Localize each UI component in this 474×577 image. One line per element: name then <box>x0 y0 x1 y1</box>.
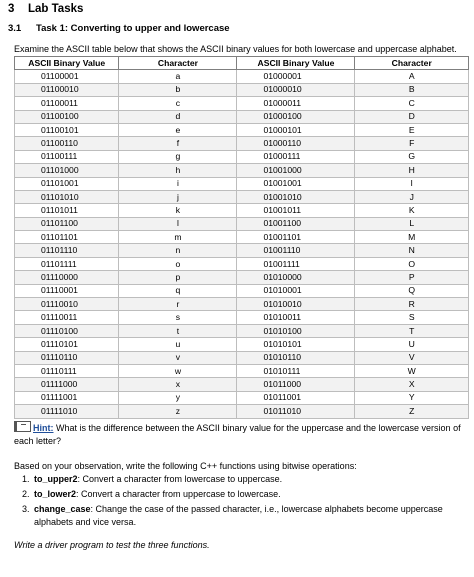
lower-char-cell: y <box>119 391 237 404</box>
table-row <box>15 324 469 337</box>
hint-text: What is the difference between the ASCII binary value for the uppercase and the lowercase version of each letter? <box>14 423 461 446</box>
upper-char-cell: O <box>355 257 469 270</box>
header-upper-binary: ASCII Binary Value <box>237 57 355 70</box>
upper-char-cell: S <box>355 311 469 324</box>
upper-binary-cell: 01010011 <box>237 311 355 324</box>
lower-binary-cell: 01101101 <box>15 231 119 244</box>
table-row <box>15 244 469 257</box>
upper-char-cell: C <box>355 97 469 110</box>
table-header-row <box>15 57 469 70</box>
lower-char-cell: d <box>119 110 237 123</box>
pointing-hand-icon <box>14 421 31 432</box>
section-heading <box>8 3 83 15</box>
table-row <box>15 284 469 297</box>
lower-binary-cell: 01110101 <box>15 338 119 351</box>
lower-binary-cell: 01111001 <box>15 391 119 404</box>
table-row <box>15 110 469 123</box>
lower-char-cell: s <box>119 311 237 324</box>
upper-binary-cell: 01010000 <box>237 271 355 284</box>
table-row <box>15 217 469 230</box>
upper-char-cell: A <box>355 70 469 83</box>
upper-char-cell: Y <box>355 391 469 404</box>
ascii-table-body <box>15 70 469 418</box>
table-row <box>15 338 469 351</box>
upper-binary-cell: 01000011 <box>237 97 355 110</box>
lower-char-cell: x <box>119 378 237 391</box>
upper-binary-cell: 01001101 <box>237 231 355 244</box>
table-row <box>15 364 469 377</box>
upper-char-cell: E <box>355 123 469 136</box>
lower-char-cell: t <box>119 324 237 337</box>
lower-char-cell: z <box>119 405 237 418</box>
lower-binary-cell: 01110001 <box>15 284 119 297</box>
upper-binary-cell: 01010110 <box>237 351 355 364</box>
upper-char-cell: W <box>355 364 469 377</box>
header-lower-binary: ASCII Binary Value <box>15 57 119 70</box>
table-row <box>15 231 469 244</box>
function-desc: : Change the case of the passed character, i.e., lowercase alphabets become uppercase alphabets and vice versa. <box>34 504 443 527</box>
hint-label: Hint: <box>33 423 54 433</box>
lower-char-cell: h <box>119 164 237 177</box>
upper-char-cell: H <box>355 164 469 177</box>
upper-binary-cell: 01001011 <box>237 204 355 217</box>
lower-binary-cell: 01100111 <box>15 150 119 163</box>
lower-char-cell: w <box>119 364 237 377</box>
table-row <box>15 97 469 110</box>
upper-binary-cell: 01001010 <box>237 190 355 203</box>
upper-char-cell: B <box>355 83 469 96</box>
upper-binary-cell: 01001100 <box>237 217 355 230</box>
upper-char-cell: G <box>355 150 469 163</box>
function-desc: : Convert a character from uppercase to lowercase. <box>76 489 281 499</box>
header-upper-char: Character <box>355 57 469 70</box>
upper-binary-cell: 01000101 <box>237 123 355 136</box>
upper-binary-cell: 01010001 <box>237 284 355 297</box>
lower-char-cell: q <box>119 284 237 297</box>
upper-char-cell: V <box>355 351 469 364</box>
lower-binary-cell: 01101100 <box>15 217 119 230</box>
upper-char-cell: I <box>355 177 469 190</box>
lower-char-cell: j <box>119 190 237 203</box>
lower-char-cell: u <box>119 338 237 351</box>
upper-char-cell: M <box>355 231 469 244</box>
table-row <box>15 190 469 203</box>
table-row <box>15 204 469 217</box>
lower-binary-cell: 01100010 <box>15 83 119 96</box>
lower-binary-cell: 01111010 <box>15 405 119 418</box>
lower-binary-cell: 01110100 <box>15 324 119 337</box>
upper-binary-cell: 01011010 <box>237 405 355 418</box>
table-row <box>15 257 469 270</box>
upper-char-cell: N <box>355 244 469 257</box>
table-row <box>15 378 469 391</box>
table-row <box>15 405 469 418</box>
table-row <box>15 271 469 284</box>
upper-char-cell: F <box>355 137 469 150</box>
subsection-title: Task 1: Converting to upper and lowercase <box>36 23 230 34</box>
lower-char-cell: e <box>119 123 237 136</box>
function-name: to_upper2 <box>34 474 78 484</box>
lower-char-cell: c <box>119 97 237 110</box>
table-row <box>15 351 469 364</box>
lower-binary-cell: 01110011 <box>15 311 119 324</box>
lower-char-cell: o <box>119 257 237 270</box>
function-list <box>14 473 474 531</box>
lower-binary-cell: 01100110 <box>15 137 119 150</box>
lower-char-cell: v <box>119 351 237 364</box>
list-item <box>32 503 474 529</box>
subsection-heading <box>8 23 230 34</box>
table-row <box>15 391 469 404</box>
lower-char-cell: p <box>119 271 237 284</box>
upper-binary-cell: 01001110 <box>237 244 355 257</box>
upper-binary-cell: 01000110 <box>237 137 355 150</box>
function-name: change_case <box>34 504 91 514</box>
subsection-number: 3.1 <box>8 23 22 34</box>
upper-char-cell: Q <box>355 284 469 297</box>
upper-binary-cell: 01001111 <box>237 257 355 270</box>
upper-binary-cell: 01010100 <box>237 324 355 337</box>
lower-char-cell: i <box>119 177 237 190</box>
table-row <box>15 177 469 190</box>
lower-binary-cell: 01100101 <box>15 123 119 136</box>
ascii-table <box>14 56 469 419</box>
lower-binary-cell: 01101001 <box>15 177 119 190</box>
lower-binary-cell: 01111000 <box>15 378 119 391</box>
lower-char-cell: g <box>119 150 237 163</box>
upper-char-cell: J <box>355 190 469 203</box>
lower-char-cell: r <box>119 298 237 311</box>
lower-binary-cell: 01100011 <box>15 97 119 110</box>
lower-char-cell: a <box>119 70 237 83</box>
function-desc: : Convert a character from lowercase to uppercase. <box>77 474 283 484</box>
lower-binary-cell: 01101110 <box>15 244 119 257</box>
upper-binary-cell: 01000010 <box>237 83 355 96</box>
upper-binary-cell: 01010010 <box>237 298 355 311</box>
table-row <box>15 83 469 96</box>
lower-char-cell: n <box>119 244 237 257</box>
upper-binary-cell: 01010111 <box>237 364 355 377</box>
upper-binary-cell: 01000100 <box>237 110 355 123</box>
section-number: 3 <box>8 3 15 15</box>
list-item <box>32 488 474 501</box>
upper-char-cell: P <box>355 271 469 284</box>
upper-binary-cell: 01011000 <box>237 378 355 391</box>
upper-binary-cell: 01011001 <box>237 391 355 404</box>
lower-char-cell: b <box>119 83 237 96</box>
driver-instruction: Write a driver program to test the three functions. <box>14 540 210 550</box>
upper-char-cell: X <box>355 378 469 391</box>
function-name: to_lower2 <box>34 489 77 499</box>
upper-char-cell: R <box>355 298 469 311</box>
list-item <box>32 473 474 486</box>
lower-char-cell: l <box>119 217 237 230</box>
table-row <box>15 311 469 324</box>
lower-char-cell: k <box>119 204 237 217</box>
table-row <box>15 298 469 311</box>
observation-paragraph: Based on your observation, write the following C++ functions using bitwise operations: <box>14 461 357 471</box>
table-row <box>15 123 469 136</box>
header-lower-char: Character <box>119 57 237 70</box>
section-title: Lab Tasks <box>28 3 84 15</box>
upper-char-cell: D <box>355 110 469 123</box>
upper-binary-cell: 01001000 <box>237 164 355 177</box>
lower-binary-cell: 01110000 <box>15 271 119 284</box>
table-row <box>15 150 469 163</box>
lower-binary-cell: 01110111 <box>15 364 119 377</box>
upper-binary-cell: 01000001 <box>237 70 355 83</box>
upper-char-cell: L <box>355 217 469 230</box>
upper-char-cell: T <box>355 324 469 337</box>
lower-binary-cell: 01101111 <box>15 257 119 270</box>
lower-binary-cell: 01101010 <box>15 190 119 203</box>
lower-binary-cell: 01110110 <box>15 351 119 364</box>
lower-binary-cell: 01100001 <box>15 70 119 83</box>
lower-binary-cell: 01110010 <box>15 298 119 311</box>
table-row <box>15 70 469 83</box>
table-row <box>15 164 469 177</box>
table-row <box>15 137 469 150</box>
lower-binary-cell: 01101000 <box>15 164 119 177</box>
lower-binary-cell: 01100100 <box>15 110 119 123</box>
upper-binary-cell: 01001001 <box>237 177 355 190</box>
lower-char-cell: m <box>119 231 237 244</box>
hint-paragraph <box>14 421 469 448</box>
upper-char-cell: K <box>355 204 469 217</box>
lower-char-cell: f <box>119 137 237 150</box>
lower-binary-cell: 01101011 <box>15 204 119 217</box>
upper-char-cell: Z <box>355 405 469 418</box>
upper-char-cell: U <box>355 338 469 351</box>
upper-binary-cell: 01000111 <box>237 150 355 163</box>
upper-binary-cell: 01010101 <box>237 338 355 351</box>
intro-paragraph: Examine the ASCII table below that shows the ASCII binary values for both lowercase and uppercase alphabet. <box>14 44 457 54</box>
